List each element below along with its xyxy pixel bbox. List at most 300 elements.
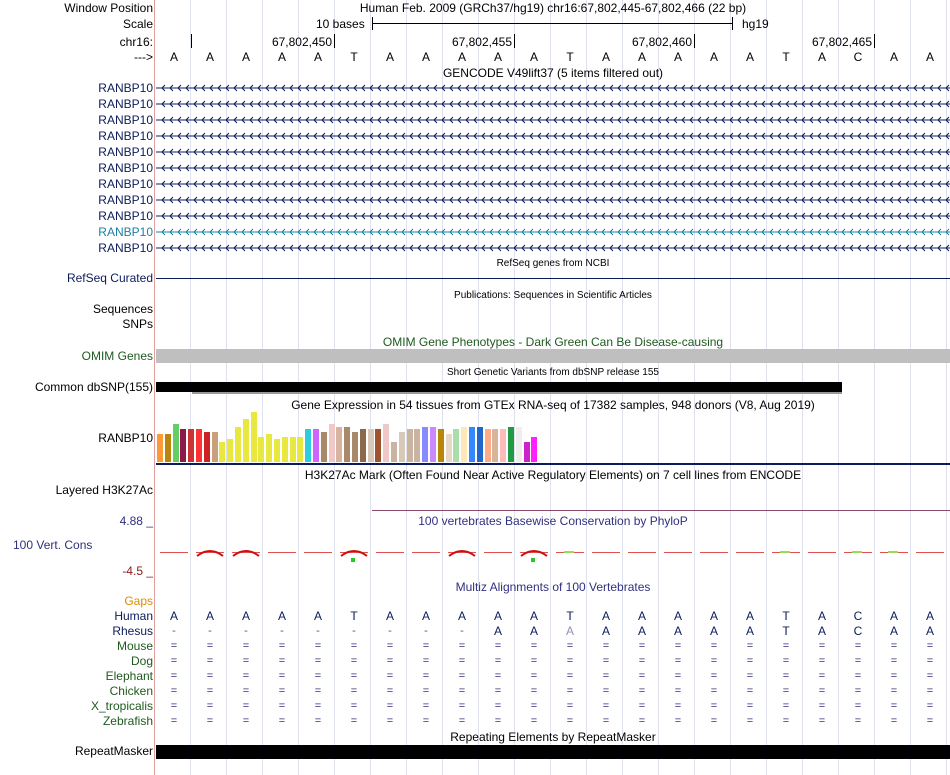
multiz-base: = bbox=[278, 700, 286, 712]
gtex-tissue-bar[interactable] bbox=[453, 429, 459, 462]
multiz-base: = bbox=[890, 640, 898, 652]
multiz-base: = bbox=[494, 655, 502, 667]
gtex-tissue-bar[interactable] bbox=[383, 424, 389, 462]
multiz-base: = bbox=[818, 715, 826, 727]
dbsnp-feature-bar[interactable] bbox=[156, 382, 842, 392]
multiz-base: = bbox=[818, 670, 826, 682]
conservation-low-mark bbox=[564, 551, 574, 553]
conservation-low-mark bbox=[888, 551, 898, 553]
gtex-tissue-bar[interactable] bbox=[414, 429, 420, 462]
repeatmasker-title[interactable]: Repeating Elements by RepeatMasker bbox=[450, 730, 656, 744]
multiz-base: = bbox=[314, 700, 322, 712]
multiz-base: = bbox=[674, 715, 682, 727]
multiz-base: = bbox=[494, 715, 502, 727]
multiz-base: = bbox=[566, 700, 574, 712]
dbsnp-label[interactable]: Common dbSNP(155) bbox=[34, 380, 153, 394]
gencode-transcript-line[interactable] bbox=[156, 196, 950, 204]
gtex-tissue-bar[interactable] bbox=[212, 432, 218, 462]
publications-title[interactable]: Publications: Sequences in Scientific Articles bbox=[454, 290, 652, 301]
reference-base: A bbox=[493, 50, 502, 64]
gtex-label[interactable]: RANBP10 bbox=[98, 431, 153, 445]
conservation-peak bbox=[448, 548, 476, 558]
multiz-base: = bbox=[782, 715, 790, 727]
multiz-base: = bbox=[746, 700, 754, 712]
reference-base: A bbox=[313, 50, 322, 64]
multiz-base: = bbox=[350, 700, 358, 712]
gtex-tissue-bar[interactable] bbox=[430, 427, 436, 462]
multiz-base: = bbox=[206, 685, 214, 697]
gtex-tissue-bar[interactable] bbox=[329, 424, 335, 462]
multiz-base: = bbox=[206, 670, 214, 682]
multiz-base: = bbox=[854, 685, 862, 697]
coord-tick-mark bbox=[514, 34, 515, 48]
conservation-baseline-mark bbox=[916, 552, 944, 553]
multiz-base: = bbox=[674, 640, 682, 652]
conservation-peak bbox=[196, 548, 224, 558]
reference-base: A bbox=[673, 50, 682, 64]
multiz-species-label[interactable]: Rhesus bbox=[112, 624, 153, 638]
scale-bar bbox=[372, 23, 733, 24]
multiz-base: = bbox=[566, 685, 574, 697]
multiz-base: = bbox=[350, 640, 358, 652]
reference-base: A bbox=[457, 50, 466, 64]
multiz-species-label[interactable]: Elephant bbox=[105, 669, 153, 683]
multiz-species-label[interactable]: Human bbox=[114, 609, 153, 623]
conservation-label[interactable]: 100 Vert. Cons bbox=[13, 538, 93, 552]
multiz-base: = bbox=[386, 640, 394, 652]
multiz-base: = bbox=[386, 685, 394, 697]
multiz-base: = bbox=[782, 670, 790, 682]
conservation-positive-mark bbox=[531, 558, 535, 562]
gtex-tissue-bar[interactable] bbox=[258, 437, 264, 462]
gtex-tissue-bar[interactable] bbox=[235, 427, 241, 462]
gtex-tissue-bar[interactable] bbox=[297, 437, 303, 462]
multiz-base: = bbox=[566, 655, 574, 667]
conservation-baseline-mark bbox=[736, 552, 764, 553]
gencode-transcript-label[interactable]: RANBP10 bbox=[98, 225, 153, 239]
gencode-transcript-line[interactable] bbox=[156, 164, 950, 172]
gencode-title[interactable]: GENCODE V49lift37 (5 items filtered out) bbox=[442, 66, 664, 80]
conservation-peak bbox=[232, 548, 260, 558]
gencode-transcript-line[interactable] bbox=[156, 100, 950, 108]
gtex-tissue-bar[interactable] bbox=[321, 432, 327, 462]
multiz-base: = bbox=[710, 685, 718, 697]
multiz-base: = bbox=[386, 655, 394, 667]
multiz-base: = bbox=[458, 655, 466, 667]
gencode-transcript-line[interactable] bbox=[156, 148, 950, 156]
coord-tick-label: 67,802,455 bbox=[451, 35, 512, 49]
multiz-base: = bbox=[602, 640, 610, 652]
gtex-tissue-bar[interactable] bbox=[446, 434, 452, 462]
multiz-base: - bbox=[244, 625, 248, 637]
multiz-base: = bbox=[530, 670, 538, 682]
multiz-base: = bbox=[782, 640, 790, 652]
conservation-baseline-mark bbox=[664, 552, 692, 553]
multiz-base: A bbox=[601, 624, 610, 638]
gencode-transcript-label[interactable]: RANBP10 bbox=[98, 241, 153, 255]
multiz-base: = bbox=[494, 685, 502, 697]
gtex-tissue-bar[interactable] bbox=[352, 432, 358, 462]
multiz-base: = bbox=[350, 670, 358, 682]
multiz-base: = bbox=[674, 700, 682, 712]
conservation-baseline-mark bbox=[484, 552, 512, 553]
multiz-base: A bbox=[745, 609, 754, 623]
multiz-base: A bbox=[817, 624, 826, 638]
multiz-base: = bbox=[386, 700, 394, 712]
multiz-base: A bbox=[925, 624, 934, 638]
gtex-tissue-bar[interactable] bbox=[219, 442, 225, 462]
multiz-base: = bbox=[674, 685, 682, 697]
multiz-base: A bbox=[889, 624, 898, 638]
multiz-base: = bbox=[530, 640, 538, 652]
omim-label[interactable]: OMIM Genes bbox=[81, 349, 153, 363]
multiz-gaps-label[interactable]: Gaps bbox=[124, 594, 153, 608]
refseq-label[interactable]: RefSeq Curated bbox=[66, 271, 153, 285]
gtex-tissue-bar[interactable] bbox=[188, 429, 194, 462]
gtex-tissue-bar[interactable] bbox=[180, 429, 186, 462]
coord-tick-mark bbox=[694, 34, 695, 48]
gtex-tissue-bar[interactable] bbox=[165, 434, 171, 462]
multiz-base: = bbox=[638, 670, 646, 682]
gtex-tissue-bar[interactable] bbox=[500, 429, 506, 462]
conservation-low-mark bbox=[780, 551, 790, 553]
gtex-title[interactable]: Gene Expression in 54 tissues from GTEx RNA-seq of 17382 samples, 948 donors (V8, Aug 2019) bbox=[291, 398, 815, 412]
publications-label-line1[interactable]: Sequences bbox=[92, 302, 153, 316]
multiz-base: = bbox=[854, 655, 862, 667]
gencode-transcript-label[interactable]: RANBP10 bbox=[98, 129, 153, 143]
gtex-tissue-bar[interactable] bbox=[508, 427, 514, 462]
multiz-base: = bbox=[458, 685, 466, 697]
gencode-transcript-label[interactable]: RANBP10 bbox=[98, 193, 153, 207]
multiz-base: = bbox=[890, 700, 898, 712]
gtex-tissue-bar[interactable] bbox=[360, 429, 366, 462]
gencode-transcript-line[interactable] bbox=[156, 212, 950, 220]
coord-tick-label: 67,802,465 bbox=[811, 35, 872, 49]
reference-base: A bbox=[709, 50, 718, 64]
multiz-base: = bbox=[890, 670, 898, 682]
multiz-base: A bbox=[421, 609, 430, 623]
conservation-min-label: -4.5 _ bbox=[122, 564, 153, 578]
coord-tick-mark bbox=[191, 34, 192, 48]
multiz-base: = bbox=[638, 640, 646, 652]
conservation-baseline-mark bbox=[304, 552, 332, 553]
multiz-base: = bbox=[314, 640, 322, 652]
gtex-tissue-bar[interactable] bbox=[492, 429, 498, 462]
conservation-baseline-mark bbox=[592, 552, 620, 553]
multiz-base: A bbox=[637, 609, 646, 623]
reference-base: A bbox=[817, 50, 826, 64]
multiz-base: A bbox=[637, 624, 646, 638]
gtex-tissue-bar[interactable] bbox=[375, 429, 381, 462]
reference-base: A bbox=[925, 50, 934, 64]
multiz-base: = bbox=[926, 640, 934, 652]
multiz-base: = bbox=[530, 655, 538, 667]
multiz-base: A bbox=[313, 609, 322, 623]
multiz-base: = bbox=[314, 715, 322, 727]
multiz-base: = bbox=[422, 640, 430, 652]
dbsnp-title[interactable]: Short Genetic Variants from dbSNP release 155 bbox=[447, 367, 659, 378]
gtex-tissue-bar[interactable] bbox=[368, 429, 374, 462]
multiz-base: - bbox=[316, 625, 320, 637]
coord-tick-mark bbox=[334, 34, 335, 48]
multiz-base: = bbox=[278, 640, 286, 652]
multiz-title[interactable]: Multiz Alignments of 100 Vertebrates bbox=[455, 580, 651, 594]
multiz-base: = bbox=[926, 655, 934, 667]
multiz-base: = bbox=[710, 670, 718, 682]
multiz-base: A bbox=[277, 609, 286, 623]
multiz-base: C bbox=[853, 624, 863, 638]
gtex-tissue-bar[interactable] bbox=[391, 442, 397, 462]
repeatmasker-label[interactable]: RepeatMasker bbox=[74, 744, 153, 758]
gencode-transcript-line[interactable] bbox=[156, 84, 950, 92]
scale-assembly: hg19 bbox=[742, 17, 769, 31]
gtex-tissue-bar[interactable] bbox=[438, 429, 444, 462]
multiz-base: A bbox=[205, 609, 214, 623]
gtex-tissue-bar[interactable] bbox=[204, 432, 210, 462]
multiz-base: = bbox=[926, 685, 934, 697]
multiz-base: A bbox=[709, 609, 718, 623]
multiz-base: = bbox=[710, 640, 718, 652]
multiz-base: - bbox=[352, 625, 356, 637]
multiz-base: A bbox=[385, 609, 394, 623]
conservation-baseline-mark bbox=[412, 552, 440, 553]
multiz-base: = bbox=[710, 655, 718, 667]
gtex-tissue-bar[interactable] bbox=[336, 427, 342, 462]
multiz-base: = bbox=[818, 685, 826, 697]
gencode-transcript-label[interactable]: RANBP10 bbox=[98, 209, 153, 223]
publications-label-line2[interactable]: SNPs bbox=[122, 317, 153, 331]
conservation-max-label: 4.88 _ bbox=[119, 514, 153, 528]
omim-title[interactable]: OMIM Gene Phenotypes - Dark Green Can Be Disease-causing bbox=[382, 335, 724, 349]
multiz-base: A bbox=[745, 624, 754, 638]
conservation-title[interactable]: 100 vertebrates Basewise Conservation by PhyloP bbox=[418, 514, 688, 528]
multiz-base: = bbox=[206, 655, 214, 667]
multiz-base: A bbox=[529, 624, 538, 638]
multiz-base: = bbox=[422, 685, 430, 697]
multiz-base: A bbox=[889, 609, 898, 623]
multiz-base: = bbox=[242, 655, 250, 667]
window-position-value: Human Feb. 2009 (GRCh37/hg19) chr16:67,802,445-67,802,466 (22 bp) bbox=[359, 1, 747, 15]
multiz-base: = bbox=[242, 685, 250, 697]
gtex-tissue-bar[interactable] bbox=[243, 419, 249, 462]
reference-base: A bbox=[169, 50, 178, 64]
multiz-base: = bbox=[242, 715, 250, 727]
gtex-baseline bbox=[156, 463, 950, 465]
multiz-base: A bbox=[529, 609, 538, 623]
scale-label: Scale bbox=[122, 17, 153, 31]
conservation-positive-mark bbox=[351, 558, 355, 562]
conservation-peak bbox=[520, 548, 548, 558]
multiz-base: = bbox=[710, 700, 718, 712]
gtex-tissue-bar[interactable] bbox=[422, 427, 428, 462]
h3k27ac-label[interactable]: Layered H3K27Ac bbox=[55, 483, 153, 497]
gencode-transcript-label[interactable]: RANBP10 bbox=[98, 113, 153, 127]
gtex-tissue-bar[interactable] bbox=[461, 427, 467, 462]
multiz-base: T bbox=[782, 624, 790, 638]
conservation-low-mark bbox=[852, 551, 862, 553]
gtex-tissue-bar[interactable] bbox=[477, 427, 483, 462]
multiz-base: A bbox=[673, 609, 682, 623]
dbsnp-shadow bbox=[192, 392, 842, 394]
multiz-base: = bbox=[746, 655, 754, 667]
reference-base: T bbox=[350, 50, 358, 64]
gencode-transcript-label[interactable]: RANBP10 bbox=[98, 145, 153, 159]
conservation-baseline-mark bbox=[376, 552, 404, 553]
gencode-transcript-line[interactable] bbox=[156, 180, 950, 188]
gtex-tissue-bar[interactable] bbox=[344, 427, 350, 462]
gtex-tissue-bar[interactable] bbox=[251, 412, 257, 462]
gencode-transcript-line[interactable] bbox=[156, 228, 950, 236]
gtex-tissue-bar[interactable] bbox=[274, 439, 280, 462]
conservation-baseline-mark bbox=[808, 552, 836, 553]
multiz-base: = bbox=[350, 715, 358, 727]
multiz-species-label[interactable]: Zebrafish bbox=[102, 714, 153, 728]
multiz-species-label[interactable]: X_tropicalis bbox=[90, 699, 153, 713]
gencode-transcript-line[interactable] bbox=[156, 116, 950, 124]
gtex-tissue-bar[interactable] bbox=[524, 442, 530, 462]
multiz-base: = bbox=[206, 640, 214, 652]
multiz-base: = bbox=[566, 715, 574, 727]
multiz-base: = bbox=[602, 715, 610, 727]
multiz-base: A bbox=[709, 624, 718, 638]
multiz-base: = bbox=[854, 640, 862, 652]
gtex-tissue-bar[interactable] bbox=[305, 429, 311, 462]
multiz-base: T bbox=[782, 609, 790, 623]
reference-base: A bbox=[421, 50, 430, 64]
multiz-base: = bbox=[170, 700, 178, 712]
reference-base: A bbox=[205, 50, 214, 64]
multiz-base: = bbox=[458, 700, 466, 712]
multiz-base: = bbox=[422, 655, 430, 667]
scale-bar-right-tick bbox=[732, 17, 733, 30]
multiz-base: = bbox=[242, 640, 250, 652]
multiz-base: = bbox=[926, 715, 934, 727]
reference-base: T bbox=[566, 50, 574, 64]
h3k27ac-title[interactable]: H3K27Ac Mark (Often Found Near Active Regulatory Elements) on 7 cell lines from ENCODE bbox=[304, 468, 802, 482]
multiz-base: = bbox=[638, 685, 646, 697]
multiz-base: T bbox=[566, 609, 574, 623]
multiz-base: = bbox=[314, 655, 322, 667]
coord-tick-mark bbox=[874, 34, 875, 48]
multiz-base: = bbox=[782, 700, 790, 712]
gtex-tissue-bar[interactable] bbox=[407, 429, 413, 462]
reference-base: C bbox=[853, 50, 863, 64]
multiz-base: = bbox=[566, 640, 574, 652]
multiz-base: = bbox=[170, 685, 178, 697]
multiz-base: = bbox=[206, 700, 214, 712]
multiz-base: = bbox=[314, 685, 322, 697]
multiz-base: = bbox=[242, 670, 250, 682]
strand-label: ---> bbox=[134, 50, 153, 64]
scale-bar-left-tick bbox=[372, 17, 373, 30]
multiz-base: = bbox=[458, 670, 466, 682]
gtex-tissue-bar[interactable] bbox=[399, 432, 405, 462]
gtex-tissue-bar[interactable] bbox=[196, 429, 202, 462]
multiz-base: A bbox=[493, 609, 502, 623]
gtex-tissue-bar[interactable] bbox=[469, 427, 475, 462]
refseq-line bbox=[156, 278, 950, 279]
multiz-base: = bbox=[386, 670, 394, 682]
multiz-base: - bbox=[424, 625, 428, 637]
conservation-baseline-mark bbox=[268, 552, 296, 553]
gencode-transcript-label[interactable]: RANBP10 bbox=[98, 177, 153, 191]
gtex-tissue-bar[interactable] bbox=[157, 434, 163, 462]
label-divider bbox=[154, 0, 155, 775]
multiz-base: = bbox=[278, 715, 286, 727]
coord-tick-label: 67,802,460 bbox=[631, 35, 692, 49]
gencode-transcript-label[interactable]: RANBP10 bbox=[98, 161, 153, 175]
multiz-base: = bbox=[386, 715, 394, 727]
multiz-base: A bbox=[565, 624, 574, 638]
reference-base: A bbox=[637, 50, 646, 64]
multiz-base: = bbox=[170, 715, 178, 727]
multiz-species-label[interactable]: Dog bbox=[130, 654, 153, 668]
multiz-base: - bbox=[460, 625, 464, 637]
reference-base: A bbox=[277, 50, 286, 64]
multiz-base: = bbox=[746, 715, 754, 727]
gtex-tissue-bar[interactable] bbox=[516, 427, 522, 462]
multiz-base: = bbox=[674, 670, 682, 682]
gencode-transcript-label[interactable]: RANBP10 bbox=[98, 97, 153, 111]
gtex-tissue-bar[interactable] bbox=[282, 437, 288, 462]
multiz-base: = bbox=[746, 670, 754, 682]
multiz-base: = bbox=[494, 640, 502, 652]
gencode-transcript-line[interactable] bbox=[156, 132, 950, 140]
multiz-base: = bbox=[602, 685, 610, 697]
multiz-base: = bbox=[746, 685, 754, 697]
multiz-base: = bbox=[818, 655, 826, 667]
multiz-species-label[interactable]: Mouse bbox=[116, 639, 153, 653]
gtex-tissue-bar[interactable] bbox=[266, 434, 272, 462]
multiz-base: A bbox=[673, 624, 682, 638]
multiz-base: - bbox=[388, 625, 392, 637]
reference-base: A bbox=[385, 50, 394, 64]
multiz-base: A bbox=[169, 609, 178, 623]
gtex-tissue-bar[interactable] bbox=[485, 429, 491, 462]
gtex-tissue-bar[interactable] bbox=[313, 429, 319, 462]
gtex-tissue-bar[interactable] bbox=[227, 439, 233, 462]
multiz-base: = bbox=[818, 700, 826, 712]
gtex-tissue-bar[interactable] bbox=[531, 437, 537, 462]
repeatmasker-feature-bar[interactable] bbox=[156, 745, 950, 759]
reference-base: A bbox=[601, 50, 610, 64]
multiz-base: = bbox=[602, 700, 610, 712]
multiz-base: = bbox=[494, 700, 502, 712]
multiz-base: = bbox=[926, 700, 934, 712]
omim-feature-bar[interactable] bbox=[156, 349, 950, 363]
multiz-base: = bbox=[242, 700, 250, 712]
gencode-transcript-label[interactable]: RANBP10 bbox=[98, 81, 153, 95]
multiz-base: = bbox=[926, 670, 934, 682]
gencode-transcript-line[interactable] bbox=[156, 244, 950, 252]
gtex-tissue-bar[interactable] bbox=[290, 437, 296, 462]
coord-tick-label: 67,802,450 bbox=[271, 35, 332, 49]
multiz-base: = bbox=[278, 685, 286, 697]
multiz-base: = bbox=[170, 640, 178, 652]
multiz-base: = bbox=[350, 655, 358, 667]
multiz-species-label[interactable]: Chicken bbox=[109, 684, 153, 698]
multiz-base: = bbox=[170, 670, 178, 682]
refseq-title[interactable]: RefSeq genes from NCBI bbox=[496, 258, 610, 269]
multiz-base: = bbox=[530, 715, 538, 727]
gtex-tissue-bar[interactable] bbox=[173, 424, 179, 462]
chrom-label: chr16: bbox=[119, 35, 153, 49]
multiz-base: = bbox=[530, 685, 538, 697]
multiz-base: A bbox=[817, 609, 826, 623]
multiz-base: = bbox=[890, 685, 898, 697]
h3k27ac-signal-line bbox=[372, 510, 950, 511]
multiz-base: = bbox=[854, 715, 862, 727]
